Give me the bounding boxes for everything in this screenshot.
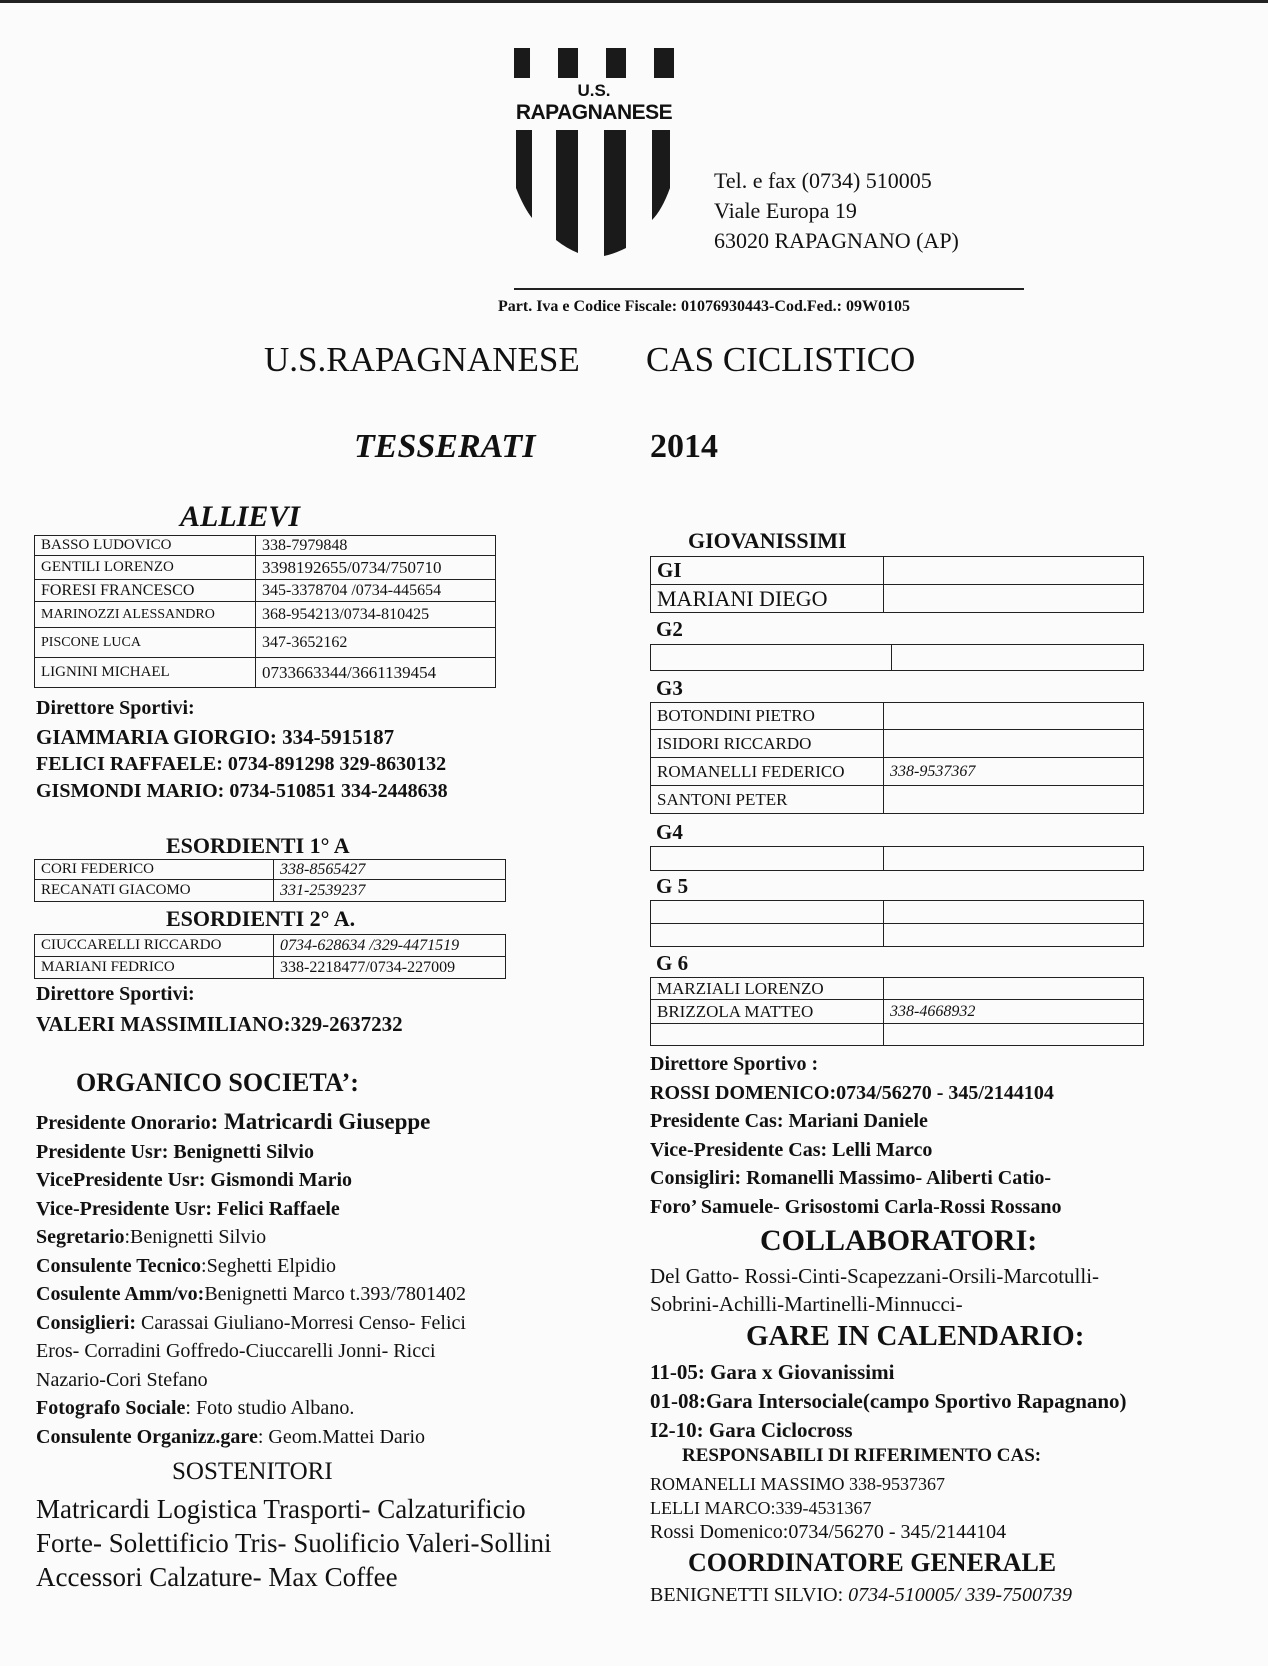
athlete-name: RECANATI GIACOMO: [35, 880, 274, 902]
athlete-phone: [884, 978, 1144, 1000]
allievi-director: GISMONDI MARIO: 0734-510851 334-2448638: [36, 780, 448, 802]
g6-table: [650, 977, 1144, 1046]
athlete-name: PISCONE LUCA: [35, 628, 256, 658]
athlete-phone: 338-4668932: [884, 1000, 1144, 1024]
athlete-phone: 3398192655/0734/750710: [256, 556, 496, 580]
table-row: [651, 786, 1144, 814]
athlete-name: SANTONI PETER: [651, 786, 884, 814]
responsabili-title: RESPONSABILI DI RIFERIMENTO CAS:: [682, 1445, 1042, 1466]
organico-title: ORGANICO SOCIETA’:: [76, 1068, 359, 1097]
organico-person: : Matricardi Giuseppe: [210, 1109, 431, 1134]
cas-person: Foro’ Samuele- Grisostomi Carla-Rossi Rossano: [650, 1195, 1062, 1218]
table-row: [651, 703, 1144, 730]
empty-cell: [884, 847, 1144, 871]
empty-cell: [884, 924, 1144, 947]
athlete-phone: [884, 730, 1144, 758]
city-address: 63020 RAPAGNANO (AP): [714, 228, 959, 253]
organico-line: [36, 1394, 466, 1423]
cas-line: [650, 1107, 1061, 1136]
organico-line: [36, 1280, 466, 1309]
athlete-phone: [884, 786, 1144, 814]
collaboratori-list: [650, 1262, 1099, 1318]
organico-list: [36, 1108, 466, 1451]
organico-line: [36, 1252, 466, 1281]
cas-line: [650, 1193, 1061, 1222]
organico-role: Segretario: [36, 1226, 125, 1248]
sostenitori-line: Matricardi Logistica Trasporti- Calzaturificio: [36, 1494, 526, 1524]
table-row: [35, 580, 496, 602]
cas-line: [650, 1164, 1061, 1193]
table-row: [651, 645, 1144, 671]
allievi-table: [34, 535, 496, 688]
athlete-name: BOTONDINI PIETRO: [651, 703, 884, 730]
allievi-director: FELICI RAFFAELE: 0734-891298 329-8630132: [36, 753, 447, 775]
athlete-phone: [884, 585, 1144, 613]
organico-person: :Benignetti Silvio: [124, 1226, 267, 1248]
table-row: [651, 758, 1144, 786]
empty-cell: [884, 1024, 1144, 1046]
gare-line: 01-08:Gara Intersociale(campo Sportivo Rapagnano): [650, 1389, 1127, 1413]
athlete-phone: 345-3378704 /0734-445654: [256, 580, 496, 602]
cas-person: Lelli Marco: [832, 1138, 933, 1161]
phone-fax: Tel. e fax (0734) 510005: [714, 168, 932, 193]
organico-role: Consulente Tecnico: [36, 1254, 202, 1277]
cas-title: CAS CICLISTICO: [646, 340, 916, 379]
g5-table: [650, 900, 1144, 947]
organico-person: : Foto studio Albano.: [185, 1397, 355, 1419]
table-row: [35, 536, 496, 556]
athlete-phone: 331-2539237: [274, 880, 506, 902]
allievi-director: GIAMMARIA GIORGIO: 334-5915187: [36, 725, 395, 749]
table-row: [35, 880, 506, 902]
table-row: [35, 556, 496, 580]
cas-list: [650, 1050, 1061, 1221]
cas-person: Romanelli Massimo- Aliberti Catio-: [746, 1167, 1052, 1189]
athlete-name: LIGNINI MICHAEL: [35, 658, 256, 688]
tesserati-label: TESSERATI: [354, 428, 536, 465]
table-row: [651, 901, 1144, 924]
athlete-name: GENTILI LORENZO: [35, 556, 256, 580]
table-row: [651, 978, 1144, 1000]
responsabili-list: [650, 1472, 1006, 1544]
athlete-phone: 368-954213/0734-810425: [256, 602, 496, 628]
organico-line: [36, 1337, 466, 1366]
allievi-directors-label: Direttore Sportivi:: [36, 697, 195, 719]
organico-line: [36, 1195, 466, 1224]
year-label: 2014: [650, 428, 718, 465]
esordienti-directors-label: Direttore Sportivi:: [36, 983, 195, 1005]
esordienti2-title: ESORDIENTI 2° A.: [166, 906, 356, 931]
empty-cell: [651, 645, 892, 671]
organico-role: Vice-Presidente Usr:: [36, 1197, 218, 1220]
organico-role: Fotografo Sociale: [36, 1397, 186, 1419]
responsabili-line: ROMANELLI MASSIMO 338-9537367: [650, 1474, 946, 1494]
sostenitori-line: Forte- Solettificio Tris- Suolificio Valeri-Sollini: [36, 1528, 552, 1558]
cas-director: ROSSI DOMENICO:0734/56270 - 345/2144104: [650, 1081, 1054, 1104]
table-row: [651, 1024, 1144, 1046]
athlete-phone: [884, 703, 1144, 730]
collaboratori-line: Del Gatto- Rossi-Cinti-Scapezzani-Orsili-Marcotulli-: [650, 1264, 1100, 1288]
table-row: [651, 585, 1144, 613]
address-block: [714, 166, 959, 256]
club-logo: [514, 48, 674, 263]
responsabili-line: Rossi Domenico:0734/56270 - 345/2144104: [650, 1521, 1007, 1543]
athlete-phone: 338-7979848: [256, 536, 496, 556]
street-address: Viale Europa 19: [714, 198, 857, 223]
esordienti1-title: ESORDIENTI 1° A: [166, 833, 350, 858]
empty-cell: [892, 645, 1144, 671]
sostenitori-line: Accessori Calzature- Max Coffee: [36, 1562, 398, 1592]
top-border-line: [0, 0, 1268, 3]
esordienti-director: VALERI MASSIMILIANO:329-2637232: [36, 1012, 403, 1036]
organico-person: Benignetti Marco t.393/7801402: [204, 1283, 466, 1305]
gare-list: [650, 1358, 1127, 1445]
group-label-g1: GI: [651, 557, 884, 585]
responsabili-line: LELLI MARCO:339-4531367: [650, 1498, 872, 1518]
empty-cell: [651, 1024, 884, 1046]
empty-cell: [651, 901, 884, 924]
table-row: [35, 658, 496, 688]
athlete-name: CIUCCARELLI RICCARDO: [35, 935, 274, 957]
organico-line: [36, 1309, 466, 1338]
allievi-title: ALLIEVI: [180, 500, 301, 533]
athlete-phone: 0733663344/3661139454: [256, 658, 496, 688]
organico-role: Presidente Usr:: [36, 1140, 174, 1163]
organico-line: [36, 1108, 466, 1138]
organico-role: Cosulente Amm/vo:: [36, 1283, 205, 1305]
organico-role: Consulente Organizz.gare: [36, 1425, 258, 1448]
athlete-name: MARIANI FEDRICO: [35, 957, 274, 979]
esordienti1-table: [34, 859, 506, 902]
collaboratori-title: COLLABORATORI:: [760, 1224, 1038, 1257]
athlete-name: BASSO LUDOVICO: [35, 536, 256, 556]
cas-role: Presidente Cas:: [650, 1110, 789, 1132]
athlete-name: ISIDORI RICCARDO: [651, 730, 884, 758]
table-row: [651, 1000, 1144, 1024]
g5-label: G 5: [656, 874, 689, 898]
organico-person: Carassai Giuliano-Morresi Censo- Felici: [141, 1311, 466, 1334]
vat-code: Part. Iva e Codice Fiscale: 01076930443-Cod.Fed.: 09W0105: [498, 298, 910, 315]
organico-role: VicePresidente Usr:: [36, 1169, 211, 1191]
organico-person: : Geom.Mattei Dario: [257, 1425, 426, 1448]
athlete-phone: 338-9537367: [884, 758, 1144, 786]
g4-table: [650, 846, 1144, 871]
organico-role: Presidente Onorario: [36, 1112, 211, 1134]
table-row: [35, 602, 496, 628]
athlete-name: BRIZZOLA MATTEO: [651, 1000, 884, 1024]
athlete-name: MARINOZZI ALESSANDRO: [35, 602, 256, 628]
athlete-name: ROMANELLI FEDERICO: [651, 758, 884, 786]
athlete-phone: 0734-628634 /329-4471519: [274, 935, 506, 957]
organico-person: Benignetti Silvio: [173, 1140, 314, 1163]
athlete-phone: 338-8565427: [274, 860, 506, 880]
cas-role: Vice-Presidente Cas:: [650, 1138, 833, 1161]
table-row: [35, 860, 506, 880]
empty-cell: [884, 901, 1144, 924]
organico-line: [36, 1223, 466, 1252]
g3-label: G3: [656, 676, 683, 700]
club-title: U.S.RAPAGNANESE: [264, 340, 580, 379]
cas-line: [650, 1136, 1061, 1165]
collaboratori-line: Sobrini-Achilli-Martinelli-Minnucci-: [650, 1292, 963, 1316]
g1-table: [650, 556, 1144, 613]
organico-line: [36, 1366, 466, 1395]
athlete-name: FORESI FRANCESCO: [35, 580, 256, 602]
empty-cell: [884, 557, 1144, 585]
g6-label: G 6: [656, 951, 689, 975]
gare-title: GARE IN CALENDARIO:: [746, 1320, 1085, 1352]
esordienti2-table: [34, 934, 506, 979]
empty-cell: [651, 847, 884, 871]
table-row: [35, 935, 506, 957]
cas-director-label: Direttore Sportivo :: [650, 1053, 819, 1075]
coordinatore-line: [650, 1584, 1072, 1607]
g3-table: [650, 702, 1144, 814]
athlete-phone: 347-3652162: [256, 628, 496, 658]
table-row: [651, 847, 1144, 871]
sostenitori-title: SOSTENITORI: [172, 1458, 333, 1485]
sostenitori-list: [36, 1492, 552, 1594]
table-row: [651, 924, 1144, 947]
gare-line: I2-10: Gara Ciclocross: [650, 1418, 853, 1442]
giovanissimi-title: GIOVANISSIMI: [688, 528, 847, 553]
coordinatore-name: BENIGNETTI SILVIO:: [650, 1584, 849, 1606]
organico-line: [36, 1423, 466, 1452]
cas-person: Mariani Daniele: [788, 1110, 928, 1132]
table-row: [35, 957, 506, 979]
gare-line: 11-05: Gara x Giovanissimi: [650, 1360, 895, 1384]
cas-role: Consigliri:: [650, 1167, 747, 1189]
organico-person: Felici Raffaele: [217, 1197, 340, 1220]
g4-label: G4: [656, 820, 683, 844]
organico-person: Eros- Corradini Goffredo-Ciuccarelli Jonni- Ricci: [36, 1340, 436, 1362]
organico-line: [36, 1166, 466, 1195]
logo-us-text: U.S.: [577, 81, 611, 100]
athlete-name: MARZIALI LORENZO: [651, 978, 884, 1000]
header-divider: [514, 288, 1024, 290]
athlete-phone: 338-2218477/0734-227009: [274, 957, 506, 979]
table-row: [35, 628, 496, 658]
empty-cell: [651, 924, 884, 947]
g2-label: G2: [656, 617, 683, 641]
g2-table: [650, 644, 1144, 671]
logo-name-text: RAPAGNANESE: [515, 101, 673, 124]
athlete-name: CORI FEDERICO: [35, 860, 274, 880]
organico-person: Gismondi Mario: [210, 1169, 353, 1191]
table-row: [651, 730, 1144, 758]
organico-line: [36, 1138, 466, 1167]
coordinatore-contact: 0734-510005/ 339-7500739: [848, 1584, 1073, 1606]
organico-role: Consiglieri:: [36, 1311, 141, 1334]
table-row: [651, 557, 1144, 585]
coordinatore-title: COORDINATORE GENERALE: [688, 1548, 1057, 1577]
organico-person: Nazario-Cori Stefano: [36, 1368, 208, 1391]
organico-person: :Seghetti Elpidio: [201, 1254, 337, 1277]
athlete-name: MARIANI DIEGO: [651, 585, 884, 613]
